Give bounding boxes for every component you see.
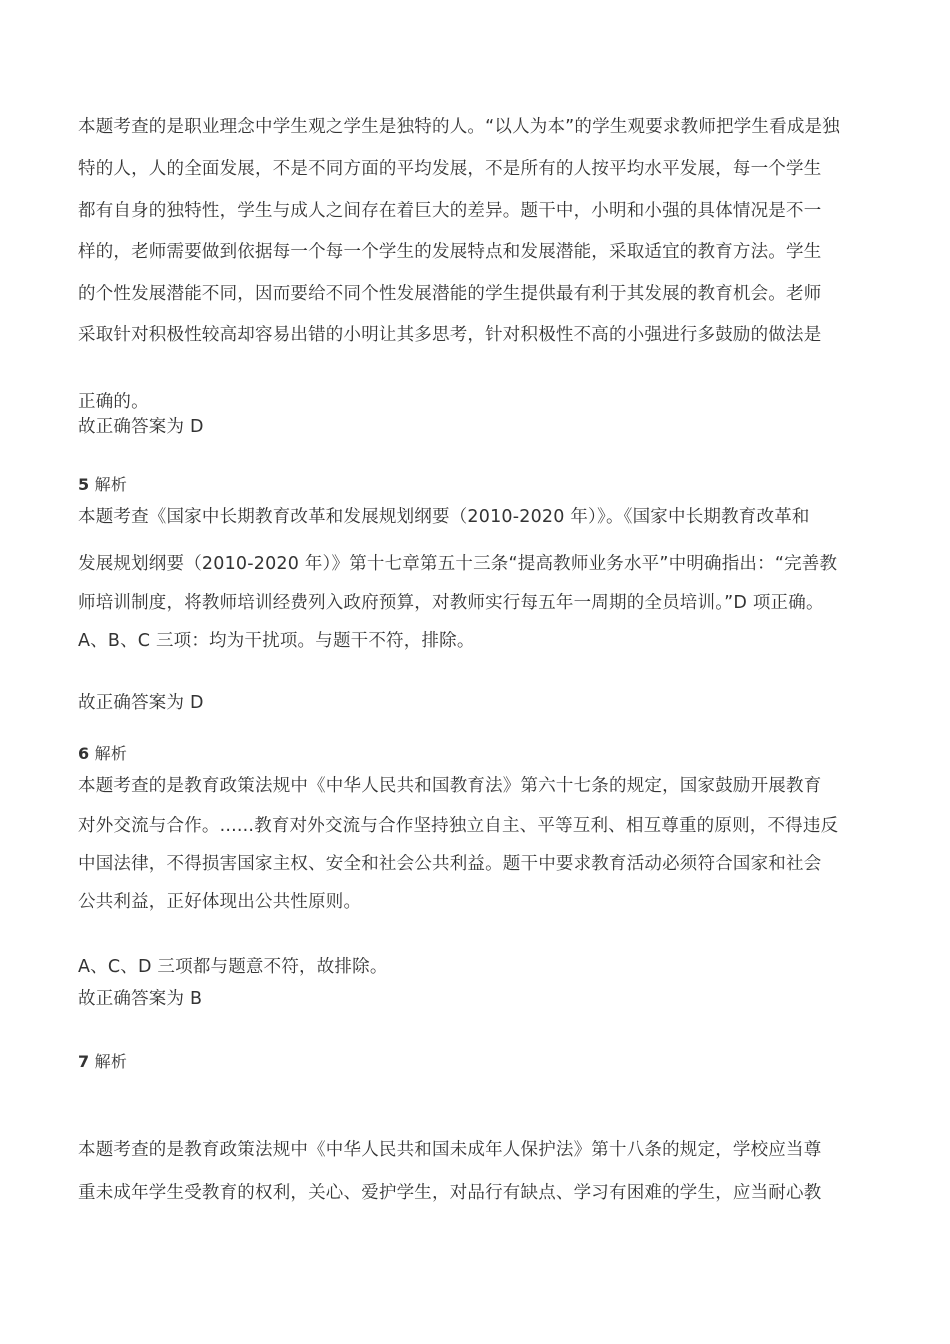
section-title: 解析 <box>94 744 128 763</box>
paragraph-line: 本题考查的是教育政策法规中《中华人民共和国教育法》第六十七条的规定，国家鼓励开展教育 <box>78 776 822 796</box>
paragraph-line: 都有自身的独特性，学生与成人之间存在着巨大的差异。题干中，小明和小强的具体情况是不一 <box>78 201 822 221</box>
section-heading-6 <box>78 741 127 767</box>
paragraph-line: 采取针对积极性较高却容易出错的小明让其多思考，针对积极性不高的小强进行多鼓励的做法是 <box>78 325 822 345</box>
paragraph-line: 发展规划纲要（2010-2020 年）》第十七章第五十三条“提高教师业务水平”中明确指出：“完善教 <box>78 554 838 574</box>
paragraph-line: 中国法律，不得损害国家主权、安全和社会公共利益。题干中要求教育活动必须符合国家和社会 <box>78 854 822 874</box>
paragraph-line: 本题考查的是教育政策法规中《中华人民共和国未成年人保护法》第十八条的规定，学校应当尊 <box>78 1140 822 1160</box>
paragraph-line: 师培训制度，将教师培训经费列入政府预算，对教师实行每五年一周期的全员培训。”D 项正确。 <box>78 593 824 613</box>
paragraph-line: 特的人，人的全面发展，不是不同方面的平均发展，不是所有的人按平均水平发展，每一个学生 <box>78 159 822 179</box>
paragraph-line: 样的，老师需要做到依据每一个每一个学生的发展特点和发展潜能，采取适宜的教育方法。学生 <box>78 242 822 262</box>
answer-line: 故正确答案为 D <box>78 693 204 713</box>
paragraph-line: 公共利益，正好体现出公共性原则。 <box>78 892 362 912</box>
paragraph-line: 本题考查《国家中长期教育改革和发展规划纲要（2010-2020 年）》。《国家中长期教育改革和 <box>78 507 810 527</box>
section-number: 6 <box>78 744 90 763</box>
paragraph-line: 重未成年学生受教育的权利，关心、爱护学生，对品行有缺点、学习有困难的学生，应当耐心教 <box>78 1183 822 1203</box>
answer-line: 故正确答案为 D <box>78 417 204 437</box>
section-number: 5 <box>78 475 90 494</box>
answer-line: 故正确答案为 B <box>78 989 203 1009</box>
paragraph-line: A、B、C 三项：均为干扰项。与题干不符，排除。 <box>78 631 475 651</box>
section-title: 解析 <box>94 475 128 494</box>
paragraph-line: 正确的。 <box>78 392 149 412</box>
paragraph-line: 对外交流与合作。......教育对外交流与合作坚持独立自主、平等互利、相互尊重的原则，不得违反 <box>78 816 839 836</box>
section-heading-7 <box>78 1049 127 1075</box>
section-number: 7 <box>78 1052 90 1071</box>
section-title: 解析 <box>94 1052 128 1071</box>
paragraph-line: 本题考查的是职业理念中学生观之学生是独特的人。“以人为本”的学生观要求教师把学生看成是独 <box>78 117 840 137</box>
paragraph-line: 的个性发展潜能不同，因而要给不同个性发展潜能的学生提供最有利于其发展的教育机会。老师 <box>78 284 822 304</box>
section-heading-5 <box>78 472 127 498</box>
paragraph-line: A、C、D 三项都与题意不符，故排除。 <box>78 957 388 977</box>
